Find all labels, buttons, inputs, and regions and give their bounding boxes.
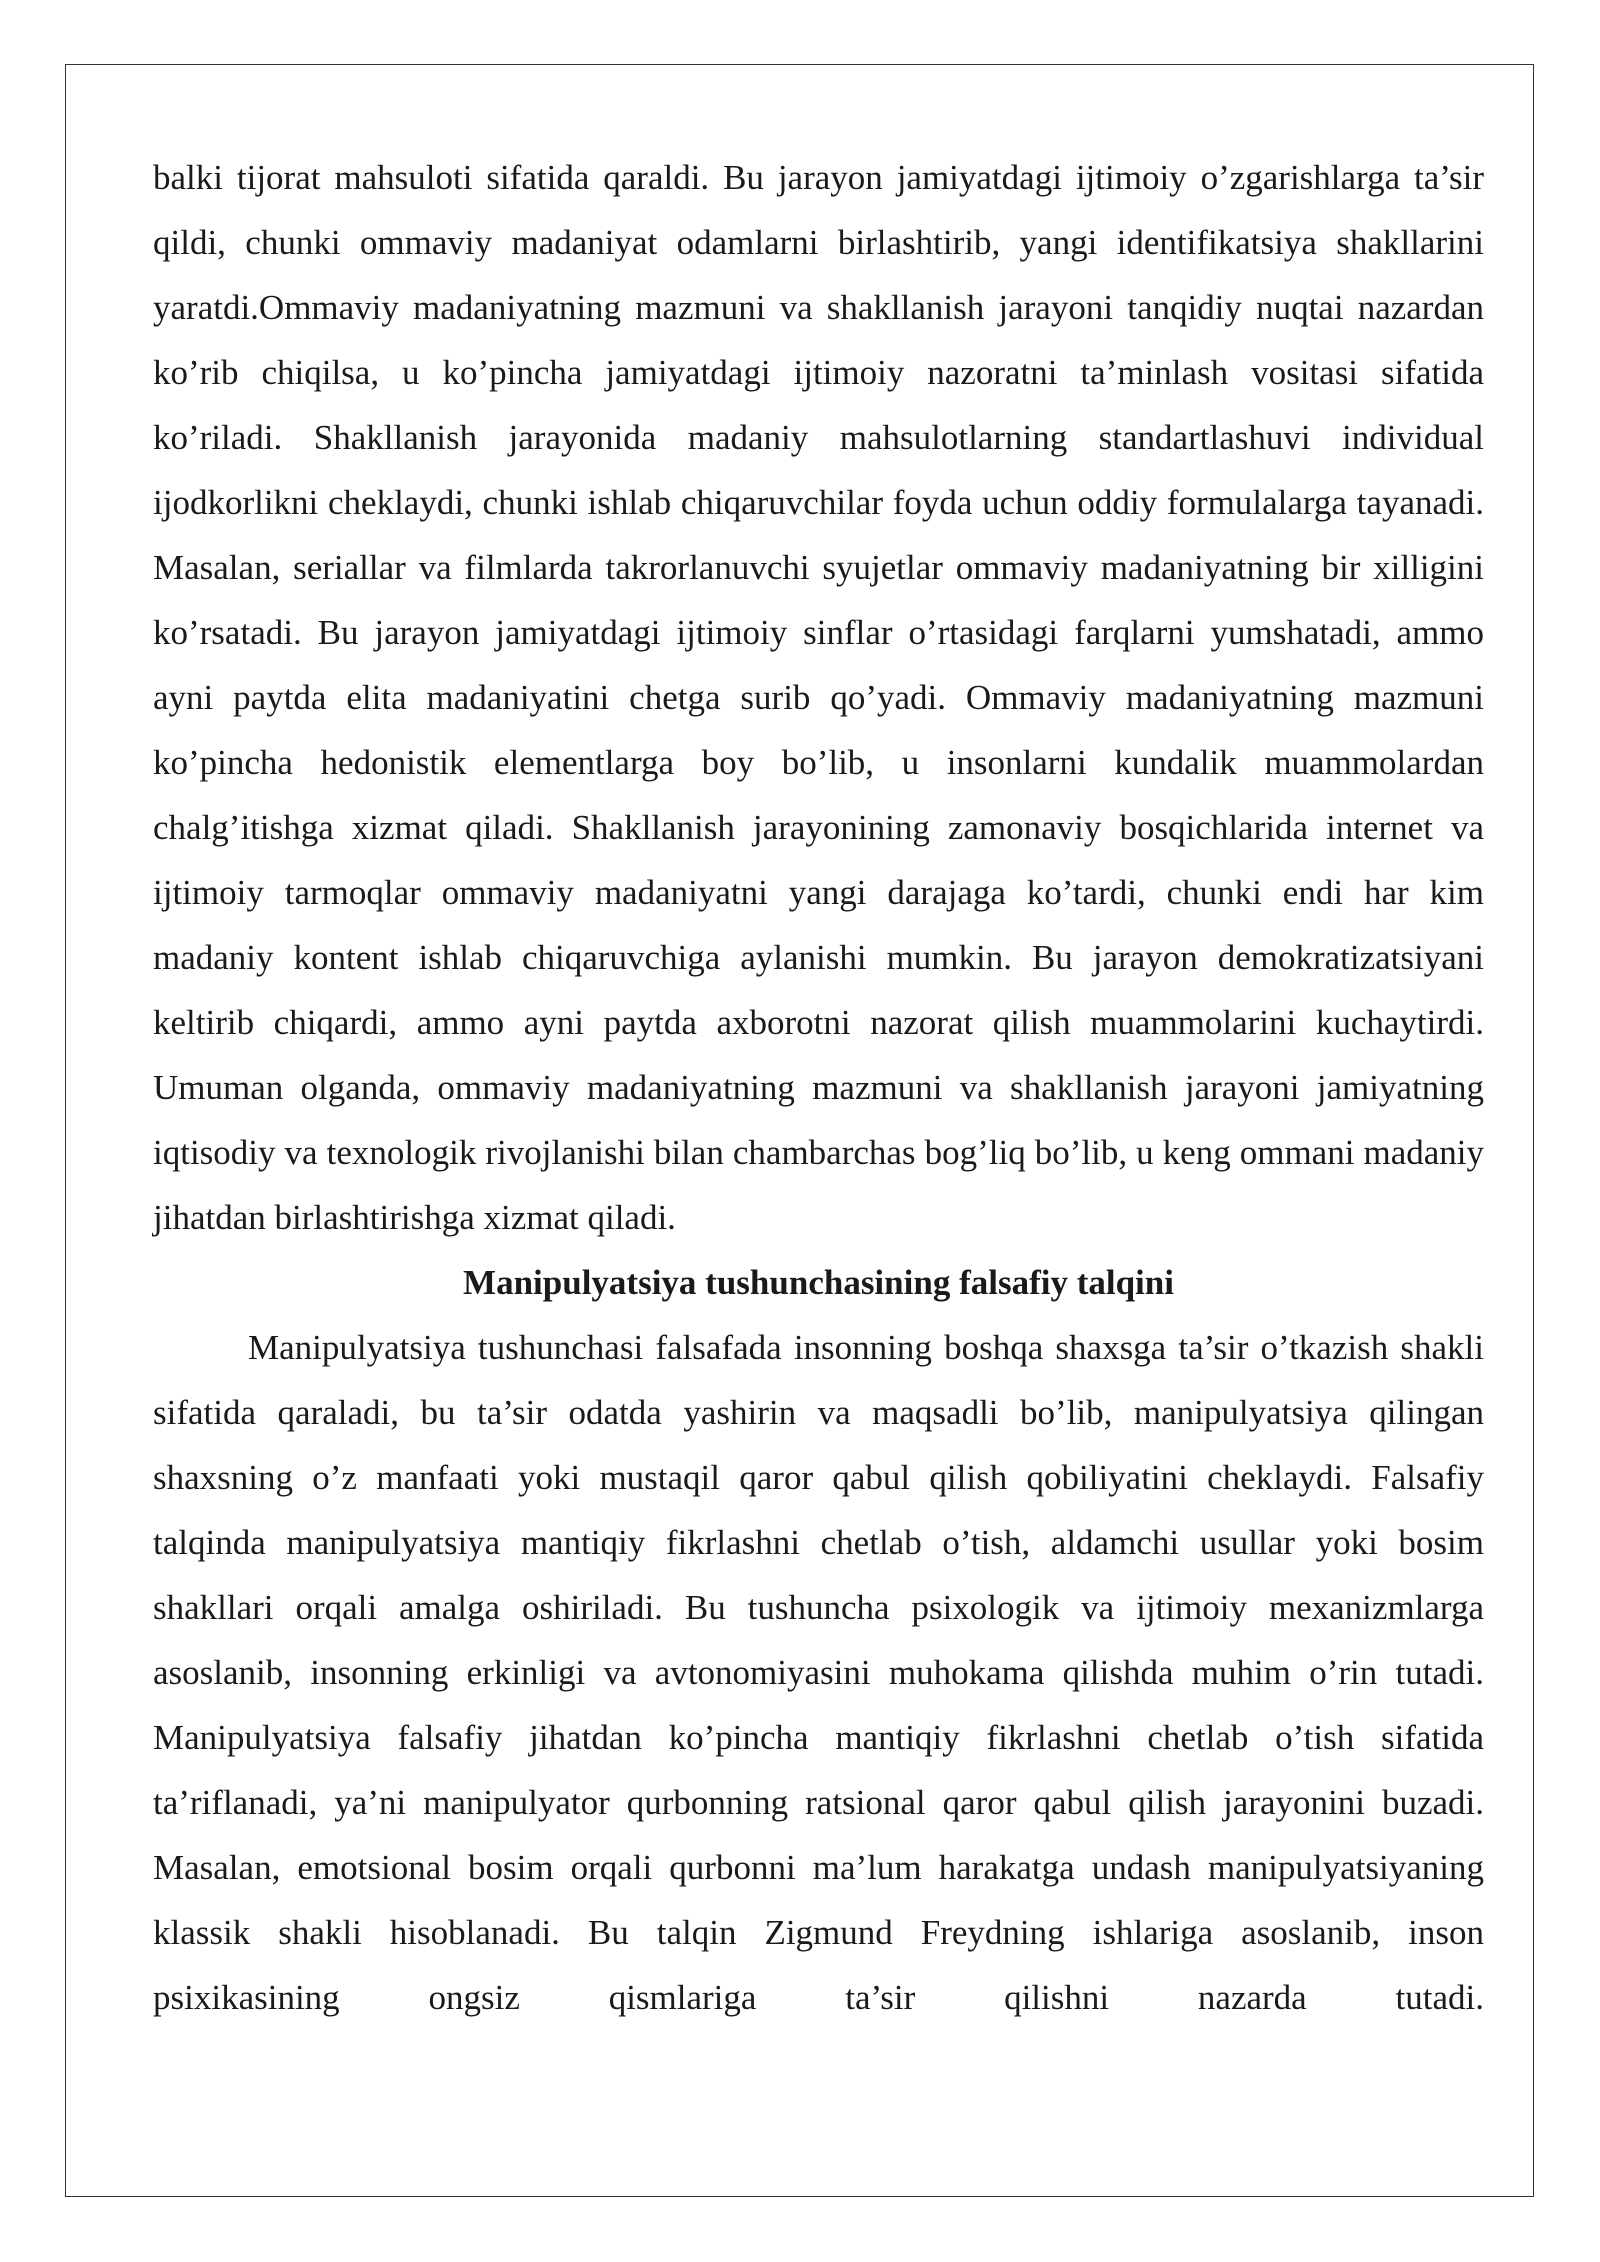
document-body xyxy=(153,145,1484,2030)
section-heading: Manipulyatsiya tushunchasining falsafiy talqini xyxy=(463,1263,1174,1302)
body-paragraph: balki tijorat mahsuloti sifatida qaraldi. Bu jarayon jamiyatdagi ijtimoiy o’zgarishlarga ta’sir qildi, chunki ommaviy madaniyat odamlarni birlashtirib, yangi identifikatsiya shakllarini yaratdi.Ommaviy madaniyatning mazmuni va shakllanish jarayoni tanqidiy nuqtai nazardan ko’rib chiqilsa, u ko’pincha jamiyatdagi ijtimoiy nazoratni ta’minlash vositasi sifatida ko’riladi. Shakllanish jarayonida madaniy mahsulotlarning standartlashuvi individual ijodkorlikni cheklaydi, chunki ishlab chiqaruvchilar foyda uchun oddiy formulalarga tayanadi. Masalan, seriallar va filmlarda takrorlanuvchi syujetlar ommaviy madaniyatning bir xilligini ko’rsatadi. Bu jarayon jamiyatdagi ijtimoiy sinflar o’rtasidagi farqlarni yumshatadi, ammo ayni paytda elita madaniyatini chetga surib qo’yadi. Ommaviy madaniyatning mazmuni ko’pincha hedonistik elementlarga boy bo’lib, u insonlarni kundalik muammolardan chalg’itishga xizmat qiladi. Shakllanish jarayonining zamonaviy bosqichlarida internet va ijtimoiy tarmoqlar ommaviy madaniyatni yangi darajaga ko’tardi, chunki endi har kim madaniy kontent ishlab chiqaruvchiga aylanishi mumkin. Bu jarayon demokratizatsiyani keltirib chiqardi, ammo ayni paytda axborotni nazorat qilish muammolarini kuchaytirdi. Umuman olganda, ommaviy madaniyatning mazmuni va shakllanish jarayoni jamiyatning iqtisodiy va texnologik rivojlanishi bilan chambarchas bog’liq bo’lib, u keng ommani madaniy jihatdan birlashtirishga xizmat qiladi. xyxy=(153,158,1484,1237)
body-paragraph: Manipulyatsiya tushunchasi falsafada insonning boshqa shaxsga ta’sir o’tkazish shakli sifatida qaraladi, bu ta’sir odatda yashirin va maqsadli bo’lib, manipulyatsiya qilingan shaxsning o’z manfaati yoki mustaqil qaror qabul qilish qobiliyatini cheklaydi. Falsafiy talqinda manipulyatsiya mantiqiy fikrlashni chetlab o’tish, aldamchi usullar yoki bosim shakllari orqali amalga oshiriladi. Bu tushuncha psixologik va ijtimoiy mexanizmlarga asoslanib, insonning erkinligi va avtonomiyasini muhokama qilishda muhim o’rin tutadi. Manipulyatsiya falsafiy jihatdan ko’pincha mantiqiy fikrlashni chetlab o’tish sifatida ta’riflanadi, ya’ni manipulyator qurbonning ratsional qaror qabul qilish jarayonini buzadi. Masalan, emotsional bosim orqali qurbonni ma’lum harakatga undash manipulyatsiyaning klassik shakli hisoblanadi. Bu talqin Zigmund Freydning ishlariga asoslanib, inson psixikasining ongsiz qismlariga ta’sir qilishni nazarda tutadi. xyxy=(153,1328,1484,2017)
